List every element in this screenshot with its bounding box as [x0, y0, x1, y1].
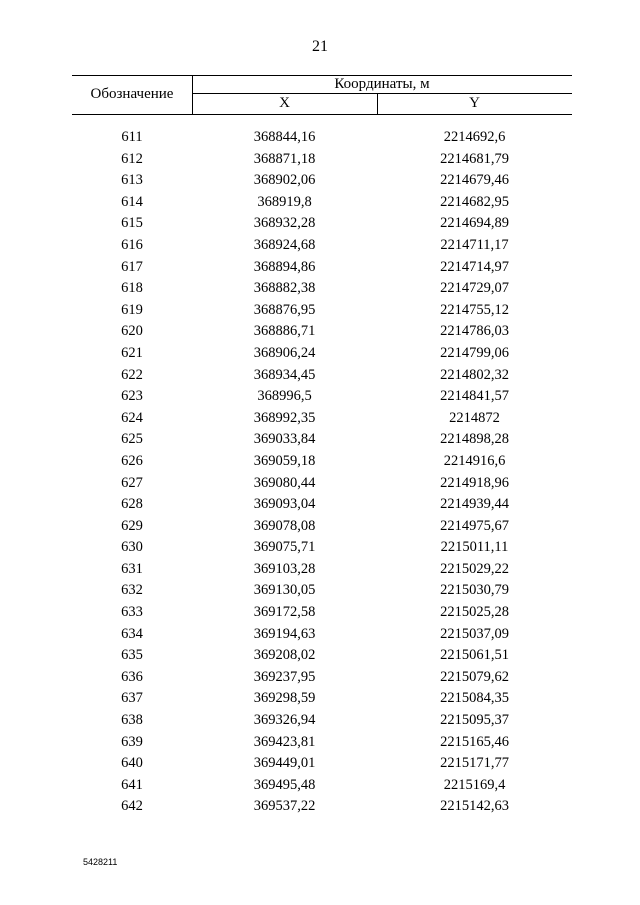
table-row — [72, 429, 572, 451]
table-row — [72, 645, 572, 667]
row-designation: 633 — [121, 604, 143, 621]
table-row — [72, 796, 572, 818]
row-designation: 620 — [121, 323, 143, 340]
table-row — [72, 473, 572, 495]
table-row — [72, 365, 572, 387]
row-designation: 641 — [121, 776, 143, 793]
row-designation: 630 — [121, 539, 143, 556]
row-y-coordinate: 2214714,97 — [440, 258, 509, 275]
row-designation: 619 — [121, 301, 143, 318]
row-designation: 618 — [121, 280, 143, 297]
row-y-coordinate: 2215169,4 — [443, 776, 506, 793]
table-row — [72, 127, 572, 149]
table-row — [72, 624, 572, 646]
row-x-coordinate: 369449,01 — [253, 755, 316, 772]
header-mid-rule — [192, 93, 572, 94]
row-y-coordinate: 2214694,89 — [440, 215, 509, 232]
table-row — [72, 386, 572, 408]
row-y-coordinate: 2214692,6 — [443, 129, 506, 145]
table-row — [72, 559, 572, 581]
row-x-coordinate: 369172,58 — [253, 604, 316, 621]
row-y-coordinate: 2215061,51 — [440, 647, 509, 664]
row-x-coordinate: 368876,95 — [253, 301, 316, 318]
table-row — [72, 688, 572, 710]
table-row — [72, 775, 572, 797]
row-y-coordinate: 2215165,46 — [440, 733, 509, 750]
row-y-coordinate: 2214918,96 — [440, 474, 509, 491]
row-x-coordinate: 368894,86 — [253, 258, 316, 275]
table-row — [72, 408, 572, 430]
row-x-coordinate: 369326,94 — [253, 712, 316, 729]
row-designation: 637 — [121, 690, 143, 707]
row-designation: 612 — [121, 150, 143, 167]
table-row — [72, 580, 572, 602]
row-designation: 622 — [121, 366, 143, 383]
row-designation: 627 — [121, 474, 143, 491]
row-designation: 632 — [121, 582, 143, 599]
row-designation: 628 — [121, 496, 143, 513]
row-x-coordinate: 368844,16 — [253, 129, 316, 145]
table-row — [72, 602, 572, 624]
row-designation: 617 — [121, 258, 143, 275]
row-x-coordinate: 369537,22 — [253, 798, 316, 815]
row-y-coordinate: 2215037,09 — [440, 625, 509, 642]
row-y-coordinate: 2214786,03 — [440, 323, 509, 340]
table-row — [72, 516, 572, 538]
row-x-coordinate: 368902,06 — [253, 172, 316, 189]
row-designation: 636 — [121, 668, 143, 685]
row-designation: 639 — [121, 733, 143, 750]
row-designation: 621 — [121, 344, 143, 361]
row-y-coordinate: 2215095,37 — [440, 712, 509, 729]
row-x-coordinate: 368996,5 — [257, 388, 312, 405]
row-y-coordinate: 2214729,07 — [440, 280, 509, 297]
row-designation: 623 — [121, 388, 143, 405]
row-y-coordinate: 2214898,28 — [440, 431, 509, 448]
row-y-coordinate: 2214802,32 — [440, 366, 509, 383]
row-y-coordinate: 2215142,63 — [440, 798, 509, 815]
row-x-coordinate: 369033,84 — [253, 431, 316, 448]
table-row — [72, 213, 572, 235]
row-x-coordinate: 368919,8 — [257, 193, 312, 210]
row-y-coordinate: 2215171,77 — [440, 755, 509, 772]
row-y-coordinate: 2214916,6 — [443, 452, 506, 469]
table-row — [72, 170, 572, 192]
row-designation: 611 — [121, 129, 143, 145]
row-designation: 634 — [121, 625, 143, 642]
row-designation: 616 — [121, 236, 143, 253]
header-coordinates: Координаты, м — [334, 76, 430, 92]
table-row — [72, 321, 572, 343]
table-row — [72, 235, 572, 257]
row-y-coordinate: 2215025,28 — [440, 604, 509, 621]
table-row — [72, 278, 572, 300]
row-designation: 624 — [121, 409, 143, 426]
row-x-coordinate: 369080,44 — [253, 474, 316, 491]
table-header — [72, 75, 572, 115]
row-x-coordinate: 369194,63 — [253, 625, 316, 642]
row-y-coordinate: 2214679,46 — [440, 172, 509, 189]
row-designation: 629 — [121, 517, 143, 534]
row-y-coordinate: 2215011,11 — [440, 539, 509, 556]
row-designation: 638 — [121, 712, 143, 729]
table-row — [72, 300, 572, 322]
row-y-coordinate: 2215029,22 — [440, 560, 509, 577]
row-designation: 613 — [121, 172, 143, 189]
table-row — [72, 192, 572, 214]
row-y-coordinate: 2214872 — [449, 409, 500, 426]
table-row — [72, 732, 572, 754]
row-x-coordinate: 368934,45 — [253, 366, 316, 383]
table-row — [72, 451, 572, 473]
page-number: 21 — [312, 38, 328, 55]
row-x-coordinate: 368932,28 — [253, 215, 316, 232]
row-designation: 626 — [121, 452, 143, 469]
row-x-coordinate: 368882,38 — [253, 280, 316, 297]
row-x-coordinate: 369130,05 — [253, 582, 316, 599]
row-designation: 635 — [121, 647, 143, 664]
row-designation: 625 — [121, 431, 143, 448]
header-designation: Обозначение — [90, 86, 174, 102]
row-designation: 614 — [121, 193, 143, 210]
row-designation: 615 — [121, 215, 143, 232]
table-row — [72, 710, 572, 732]
row-y-coordinate: 2214841,57 — [440, 388, 509, 405]
row-designation: 640 — [121, 755, 143, 772]
row-x-coordinate: 369075,71 — [253, 539, 316, 556]
row-y-coordinate: 2214939,44 — [440, 496, 509, 513]
row-x-coordinate: 368886,71 — [253, 323, 316, 340]
row-y-coordinate: 2215079,62 — [440, 668, 509, 685]
table-row — [72, 149, 572, 171]
footer-code: 5428211 — [83, 857, 118, 867]
row-x-coordinate: 369495,48 — [253, 776, 316, 793]
row-y-coordinate: 2214711,17 — [440, 236, 509, 253]
table-row — [72, 343, 572, 365]
row-x-coordinate: 368992,35 — [253, 409, 316, 426]
header-y: Y — [469, 95, 480, 111]
table-row — [72, 257, 572, 279]
row-x-coordinate: 369208,02 — [253, 647, 316, 664]
row-x-coordinate: 369298,59 — [253, 690, 316, 707]
row-y-coordinate: 2215084,35 — [440, 690, 509, 707]
row-x-coordinate: 369078,08 — [253, 517, 316, 534]
header-bottom-rule — [72, 114, 572, 115]
row-y-coordinate: 2215030,79 — [440, 582, 509, 599]
row-designation: 631 — [121, 560, 143, 577]
table-body — [72, 127, 572, 818]
row-designation: 642 — [121, 798, 143, 815]
row-y-coordinate: 2214682,95 — [440, 193, 509, 210]
row-x-coordinate: 369103,28 — [253, 560, 316, 577]
row-x-coordinate: 369423,81 — [253, 733, 316, 750]
row-y-coordinate: 2214755,12 — [440, 301, 509, 318]
header-x: X — [279, 95, 290, 111]
table-row — [72, 667, 572, 689]
row-x-coordinate: 368906,24 — [253, 344, 316, 361]
table-row — [72, 494, 572, 516]
row-y-coordinate: 2214975,67 — [440, 517, 509, 534]
row-x-coordinate: 368871,18 — [253, 150, 316, 167]
row-x-coordinate: 369093,04 — [253, 496, 316, 513]
row-y-coordinate: 2214681,79 — [440, 150, 509, 167]
row-x-coordinate: 369059,18 — [253, 452, 316, 469]
row-y-coordinate: 2214799,06 — [440, 344, 509, 361]
row-x-coordinate: 368924,68 — [253, 236, 316, 253]
table-row — [72, 537, 572, 559]
table-row — [72, 753, 572, 775]
row-x-coordinate: 369237,95 — [253, 668, 316, 685]
